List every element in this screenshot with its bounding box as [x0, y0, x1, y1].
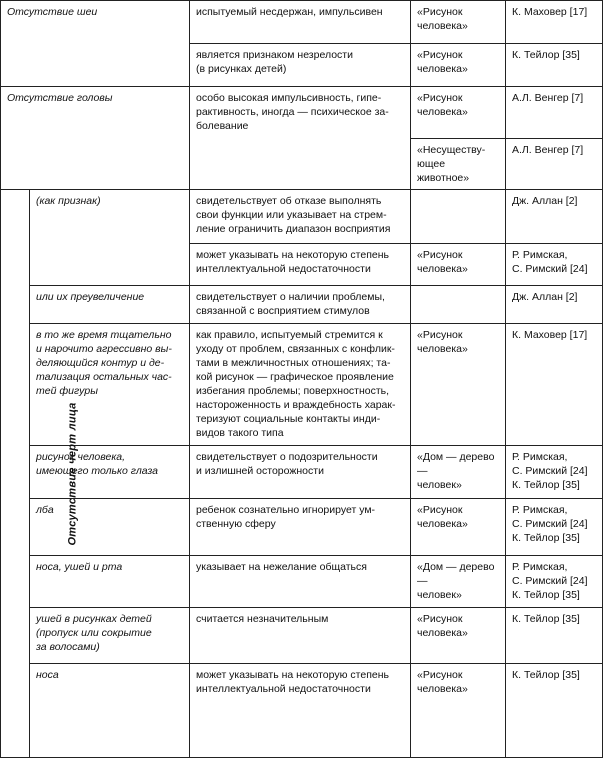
feature-cell: носа — [30, 664, 190, 758]
meaning-cell: свидетельствует о наличии проблемы, связанной с восприятием стимулов — [190, 286, 411, 324]
author-cell: К. Маховер [17] — [506, 1, 603, 44]
table-row — [1, 608, 603, 664]
author-cell: К. Тейлор [35] — [506, 664, 603, 758]
meaning-cell: может указывать на некоторую степень интеллектуальной недостаточности — [190, 664, 411, 758]
meaning-cell: свидетельствует о подозрительности и излишней осторожности — [190, 446, 411, 499]
table-row — [1, 556, 603, 608]
table-row — [1, 286, 603, 324]
meaning-cell: испытуемый несдержан, импульсивен — [190, 1, 411, 44]
table-row — [1, 190, 603, 244]
method-cell: «Рисунок человека» — [411, 244, 506, 286]
meaning-cell: особо высокая импульсивность, гипе- рактивность, иногда — психическое за- болевание — [190, 87, 411, 190]
method-cell: «Дом — дерево — человек» — [411, 556, 506, 608]
method-cell: «Рисунок человека» — [411, 44, 506, 87]
feature-cell: ушей в рисунках детей (пропуск или сокрытие за волосами) — [30, 608, 190, 664]
table-row — [1, 1, 603, 44]
table-row — [1, 499, 603, 556]
feature-cell: Отсутствие головы — [1, 87, 190, 190]
feature-cell: носа, ушей и рта — [30, 556, 190, 608]
author-cell: К. Маховер [17] — [506, 324, 603, 446]
method-cell — [411, 190, 506, 244]
meaning-cell: ребенок сознательно игнорирует ум- ственную сферу — [190, 499, 411, 556]
group-label: Отсутствие черт лица — [66, 401, 79, 546]
feature-cell: рисунок человека, имеющего только глаза — [30, 446, 190, 499]
table-row — [1, 664, 603, 758]
author-cell: Р. Римская, С. Римский [24] К. Тейлор [35] — [506, 556, 603, 608]
method-cell: «Рисунок человека» — [411, 324, 506, 446]
method-cell — [411, 286, 506, 324]
author-cell: Дж. Аллан [2] — [506, 286, 603, 324]
feature-cell: Отсутствие шеи — [1, 1, 190, 87]
feature-cell: или их преувеличение — [30, 286, 190, 324]
author-cell: Р. Римская, С. Римский [24] — [506, 244, 603, 286]
table-row — [1, 324, 603, 446]
feature-cell: лба — [30, 499, 190, 556]
author-cell: К. Тейлор [35] — [506, 44, 603, 87]
author-cell: А.Л. Венгер [7] — [506, 87, 603, 139]
meaning-cell: считается незначительным — [190, 608, 411, 664]
meaning-cell: указывает на нежелание общаться — [190, 556, 411, 608]
author-cell: Р. Римская, С. Римский [24] К. Тейлор [35] — [506, 446, 603, 499]
author-cell: К. Тейлор [35] — [506, 608, 603, 664]
author-cell: Дж. Аллан [2] — [506, 190, 603, 244]
meaning-cell: свидетельствует об отказе выполнять свои функции или указывает на стрем- ление ограничить диапазон восприятия — [190, 190, 411, 244]
table-row — [1, 87, 603, 139]
method-cell: «Дом — дерево — человек» — [411, 446, 506, 499]
method-cell: «Рисунок человека» — [411, 664, 506, 758]
meaning-cell: может указывать на некоторую степень интеллектуальной недостаточности — [190, 244, 411, 286]
method-cell: «Рисунок человека» — [411, 87, 506, 139]
meaning-cell: как правило, испытуемый стремится к уходу от проблем, связанных с конфлик- тами в межличностных отношениях; та- кой рисунок — графическое проявление избегания проблемы; поверхностность, настороженность и враждебность харак- теризуют социальные контакты инди- видов такого типа — [190, 324, 411, 446]
method-cell: «Рисунок человека» — [411, 608, 506, 664]
method-cell: «Рисунок человека» — [411, 1, 506, 44]
method-cell: «Несуществу- ющее животное» — [411, 139, 506, 190]
feature-cell: (как признак) — [30, 190, 190, 286]
meaning-cell: является признаком незрелости (в рисунках детей) — [190, 44, 411, 87]
feature-cell: в то же время тщательно и нарочито агрессивно вы- деляющийся контур и де- тализация остальных час- тей фигуры — [30, 324, 190, 446]
table-row — [1, 446, 603, 499]
method-cell: «Рисунок человека» — [411, 499, 506, 556]
author-cell: Р. Римская, С. Римский [24] К. Тейлор [35] — [506, 499, 603, 556]
author-cell: А.Л. Венгер [7] — [506, 139, 603, 190]
